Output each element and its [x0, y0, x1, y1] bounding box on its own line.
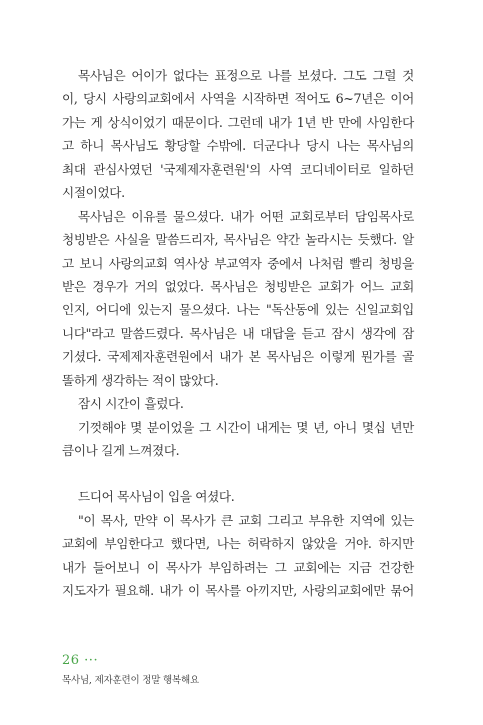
text-line: 고 하니 목사님도 황당할 수밖에. 더군다나 당시 나는 목사님의: [62, 138, 414, 154]
text-line: "이 목사, 만약 이 목사가 큰 교회 그리고 부유한 지역에 있는: [78, 512, 414, 528]
text-line: 인지, 어디에 있는지 물으셨다. 나는 "독산동에 있는 신일교회입: [62, 302, 414, 318]
text-line: 가는 게 상식이었기 때문이다. 그런데 내가 1년 반 만에 사임한다: [62, 114, 414, 130]
text-line: 고 보니 사랑의교회 역사상 부교역자 중에서 나처럼 빨리 청빙을: [62, 255, 414, 271]
text-line: 잠시 시간이 흘렀다.: [78, 396, 184, 412]
text-line: 이, 당시 사랑의교회에서 사역을 시작하면 적어도 6~7년은 이어: [62, 91, 414, 107]
text-line: 기껏해야 몇 분이었을 그 시간이 내게는 몇 년, 아니 몇십 년만: [78, 419, 414, 435]
text-line: 드디어 목사님이 입을 여셨다.: [78, 489, 235, 505]
text-line: 받은 경우가 거의 없었다. 목사님은 청빙받은 교회가 어느 교회: [62, 278, 414, 294]
text-line: 기셨다. 국제제자훈련원에서 내가 본 목사님은 이렇게 뭔가를 골: [62, 349, 414, 365]
text-line: 최대 관심사였던 '국제제자훈련원'의 사역 코디네이터로 일하던: [62, 161, 414, 177]
text-line: 목사님은 어이가 없다는 표정으로 나를 보셨다. 그도 그럴 것: [78, 68, 414, 83]
paragraph-gap: [62, 462, 414, 485]
running-title: 목사님, 제자훈련이 정말 행복해요: [62, 675, 199, 686]
page-footer: [62, 653, 199, 686]
page-number: 26 ···: [62, 653, 99, 668]
text-line: 큼이나 길게 느껴졌다.: [62, 443, 180, 458]
text-line: 목사님은 이유를 물으셨다. 내가 어떤 교회로부터 담임목사로: [78, 208, 414, 224]
text-line: 똘하게 생각하는 적이 많았다.: [62, 372, 219, 388]
text-line: 니다"라고 말씀드렸다. 목사님은 내 대답을 듣고 잠시 생각에 잠: [62, 325, 414, 341]
text-line: 지도자가 필요해. 내가 이 목사를 아끼지만, 사랑의교회에만 묶어: [62, 583, 414, 599]
text-line: 교회에 부임한다고 했다면, 나는 허락하지 않았을 거야. 하지만: [62, 536, 414, 552]
body-text: [62, 64, 414, 603]
text-line: 시절이었다.: [62, 185, 125, 201]
text-line: 청빙받은 사실을 말씀드리자, 목사님은 약간 놀라시는 듯했다. 알: [62, 232, 414, 248]
text-line: 내가 들어보니 이 목사가 부임하려는 그 교회에는 지금 건강한: [62, 559, 414, 575]
